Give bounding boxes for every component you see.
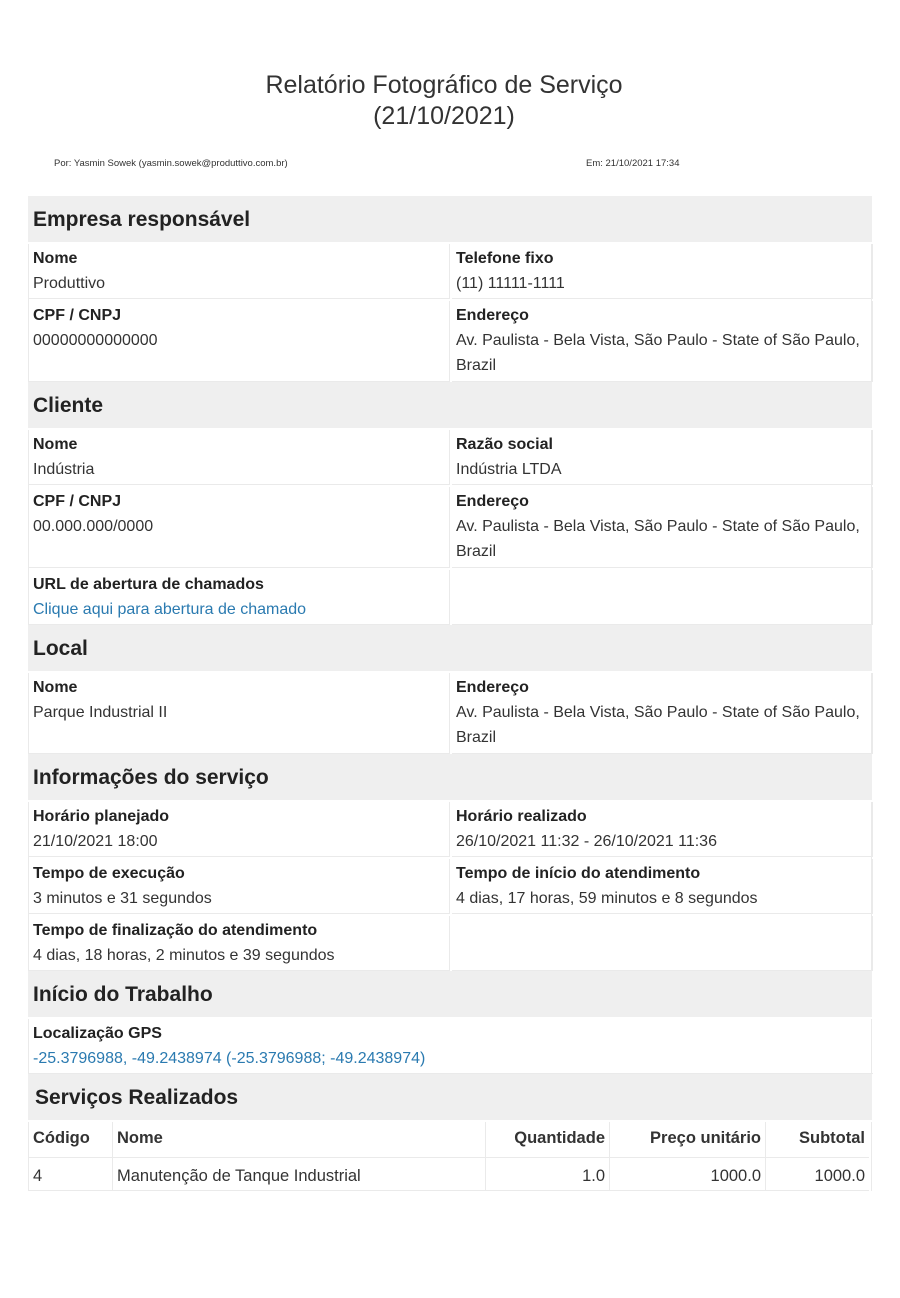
abertura-chamado-link[interactable]: Clique aqui para abertura de chamado <box>33 601 307 618</box>
trabalho-grid <box>28 1019 872 1074</box>
local-nome-cell <box>29 673 450 754</box>
gps-cell <box>29 1019 873 1074</box>
field-label: Tempo de início do atendimento <box>456 865 701 882</box>
cliente-endereco-cell <box>452 487 873 568</box>
report-title-date: (21/10/2021) <box>373 102 515 130</box>
cliente-nome-cell <box>29 430 450 485</box>
table-row <box>28 1158 872 1191</box>
report-title <box>0 70 888 132</box>
empresa-cpf: 00000000000000 <box>33 332 158 349</box>
col-header-codigo: Código <box>29 1122 113 1158</box>
servicos-table-header <box>28 1122 872 1158</box>
cliente-cpf-cell <box>29 487 450 568</box>
local-endereco-cell <box>452 673 873 754</box>
tempo-inicio: 4 dias, 17 horas, 59 minutos e 8 segundos <box>456 890 758 907</box>
empresa-nome: Produttivo <box>33 275 106 292</box>
field-label: URL de abertura de chamados <box>33 576 264 593</box>
field-label: Tempo de execução <box>33 865 185 882</box>
empresa-endereco-cell <box>452 301 873 382</box>
empty-cell <box>452 570 873 625</box>
servico-realizado-cell <box>452 802 873 857</box>
col-header-subtotal: Subtotal <box>766 1122 869 1158</box>
cliente-razao: Indústria LTDA <box>456 461 562 478</box>
field-label: Endereço <box>456 307 529 324</box>
empty-cell <box>452 916 873 971</box>
servico-finalizacao-cell <box>29 916 450 971</box>
col-header-nome: Nome <box>113 1122 486 1158</box>
section-local-title: Local <box>28 625 872 673</box>
field-label: Endereço <box>456 679 529 696</box>
local-grid <box>28 673 872 754</box>
horario-planejado: 21/10/2021 18:00 <box>33 833 158 850</box>
cell-subtotal: 1000.0 <box>766 1158 869 1191</box>
field-label: Horário planejado <box>33 808 170 825</box>
servico-inicio-cell <box>452 859 873 914</box>
empresa-grid <box>28 244 872 382</box>
horario-realizado: 26/10/2021 11:32 - 26/10/2021 11:36 <box>456 833 717 850</box>
cell-codigo: 4 <box>29 1158 113 1191</box>
field-label: Nome <box>33 250 78 267</box>
section-servicos-title: Serviços Realizados <box>28 1074 872 1122</box>
tempo-finalizacao: 4 dias, 18 horas, 2 minutos e 39 segundos <box>33 947 335 964</box>
report-title-line1: Relatório Fotográfico de Serviço <box>265 71 623 99</box>
report-body <box>28 196 872 1191</box>
cliente-nome: Indústria <box>33 461 95 478</box>
field-label: Localização GPS <box>33 1025 162 1042</box>
local-endereco: Av. Paulista - Bela Vista, São Paulo - State of São Paulo, Brazil <box>456 704 860 746</box>
col-header-quantidade: Quantidade <box>486 1122 610 1158</box>
servico-grid <box>28 802 872 971</box>
empresa-nome-cell <box>29 244 450 299</box>
servico-planejado-cell <box>29 802 450 857</box>
local-nome: Parque Industrial II <box>33 704 168 721</box>
field-label: Razão social <box>456 436 553 453</box>
tempo-execucao: 3 minutos e 31 segundos <box>33 890 212 907</box>
col-header-preco: Preço unitário <box>610 1122 766 1158</box>
field-label: Horário realizado <box>456 808 587 825</box>
field-label: Endereço <box>456 493 529 510</box>
cliente-cpf: 00.000.000/0000 <box>33 518 154 535</box>
author-line: Por: Yasmin Sowek (yasmin.sowek@produttivo.com.br) <box>54 158 288 169</box>
empresa-cpf-cell <box>29 301 450 382</box>
section-empresa-title: Empresa responsável <box>28 196 872 244</box>
field-label: Nome <box>33 679 78 696</box>
field-label: Telefone fixo <box>456 250 554 267</box>
gps-location-link[interactable]: -25.3796988, -49.2438974 (-25.3796988; -49.2438974) <box>33 1050 426 1067</box>
field-label: CPF / CNPJ <box>33 493 122 510</box>
empresa-endereco: Av. Paulista - Bela Vista, São Paulo - State of São Paulo, Brazil <box>456 332 860 374</box>
field-label: Nome <box>33 436 78 453</box>
section-trabalho-title: Início do Trabalho <box>28 971 872 1019</box>
servico-execucao-cell <box>29 859 450 914</box>
field-label: CPF / CNPJ <box>33 307 122 324</box>
section-cliente-title: Cliente <box>28 382 872 430</box>
cliente-endereco: Av. Paulista - Bela Vista, São Paulo - State of São Paulo, Brazil <box>456 518 860 560</box>
empresa-telefone-cell <box>452 244 873 299</box>
cell-preco: 1000.0 <box>610 1158 766 1191</box>
empresa-telefone: (11) 11111-1111 <box>456 275 565 292</box>
field-label: Tempo de finalização do atendimento <box>33 922 318 939</box>
section-servico-title: Informações do serviço <box>28 754 872 802</box>
generated-date: Em: 21/10/2021 17:34 <box>586 158 680 169</box>
cliente-url-cell <box>29 570 450 625</box>
cliente-razao-cell <box>452 430 873 485</box>
cell-nome: Manutenção de Tanque Industrial <box>113 1158 486 1191</box>
cliente-grid <box>28 430 872 625</box>
cell-quantidade: 1.0 <box>486 1158 610 1191</box>
